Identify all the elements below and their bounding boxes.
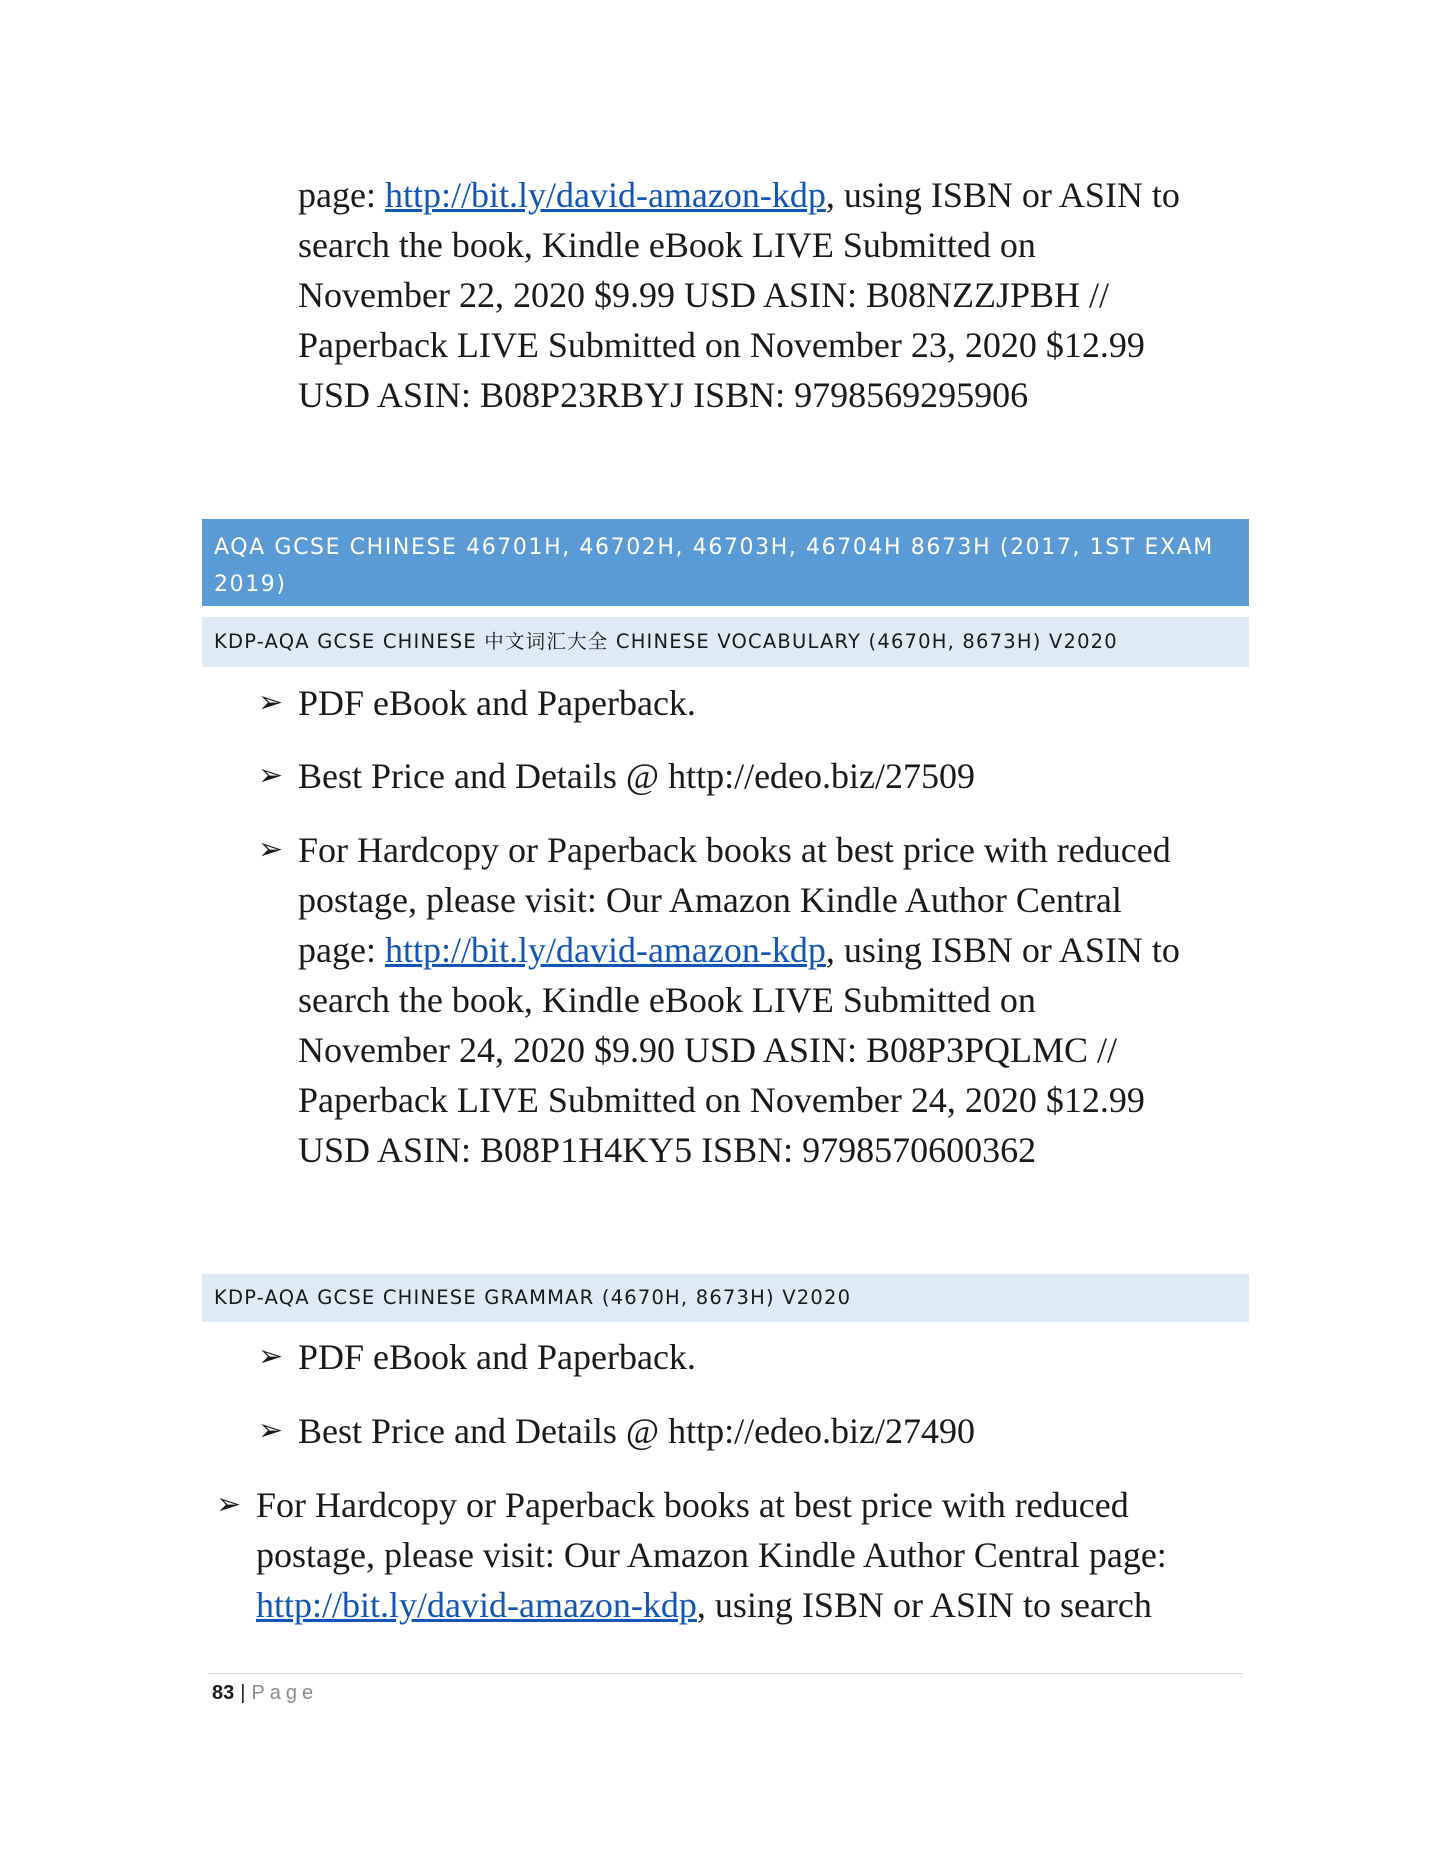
page-label: Page [251,1682,319,1704]
vocab-hardcopy-line-6: Paperback LIVE Submitted on November 24, 2020 $12.99 [298,1080,1145,1120]
arrow-bullet-icon: ➢ [258,1339,284,1374]
grammar-hardcopy-line-1: For Hardcopy or Paperback books at best price with reduced [256,1485,1129,1525]
grammar-bullet-pdf [258,1332,696,1382]
grammar-bullet-hardcopy [216,1480,1167,1630]
page-footer [212,1678,318,1708]
heading-aqa-gcse-chinese [202,519,1249,606]
top-paragraph-line-4: Paperback LIVE Submitted on November 23, 2020 $12.99 [298,325,1145,365]
vocab-bullet-price-text: Best Price and Details @ http://edeo.biz/27509 [298,756,976,796]
heading1-line-2: 2019) [214,572,287,597]
top-paragraph [298,170,1180,420]
author-central-link[interactable]: http://bit.ly/david-amazon-kdp [384,175,826,215]
grammar-bullet-pdf-text: PDF eBook and Paperback. [298,1337,696,1377]
arrow-bullet-icon: ➢ [258,832,284,867]
arrow-bullet-icon: ➢ [216,1487,242,1522]
vocab-hardcopy-line-2: postage, please visit: Our Amazon Kindle Author Central [298,880,1122,920]
author-central-link[interactable]: http://bit.ly/david-amazon-kdp [384,930,826,970]
vocab-bullet-price [258,751,976,801]
vocab-hardcopy-line-4: search the book, Kindle eBook LIVE Submitted on [298,980,1036,1020]
vocab-bullet-pdf [258,678,696,728]
grammar-bullet-price [258,1406,976,1456]
footer-separator: | [240,1682,246,1704]
grammar-hardcopy-line-2: postage, please visit: Our Amazon Kindle Author Central page: [256,1535,1167,1575]
heading-vocabulary: KDP-AQA GCSE CHINESE 中文词汇大全 CHINESE VOCABULARY (4670H, 8673H) V2020 [202,617,1249,667]
top-paragraph-line-5: USD ASIN: B08P23RBYJ ISBN: 9798569295906 [298,375,1029,415]
arrow-bullet-icon: ➢ [258,758,284,793]
vocab-bullet-hardcopy [258,825,1180,1175]
heading1-line-1: AQA GCSE CHINESE 46701H, 46702H, 46703H, 46704H 8673H (2017, 1ST EXAM [214,535,1214,560]
vocab-hardcopy-line-3: page: http://bit.ly/david-amazon-kdp, using ISBN or ASIN to [298,930,1180,970]
vocab-bullet-pdf-text: PDF eBook and Paperback. [298,683,696,723]
top-paragraph-line-1: page: http://bit.ly/david-amazon-kdp, using ISBN or ASIN to [298,175,1180,215]
top-paragraph-line-3: November 22, 2020 $9.99 USD ASIN: B08NZZJPBH // [298,275,1110,315]
page-number: 83 [212,1682,235,1704]
vocab-hardcopy-line-1: For Hardcopy or Paperback books at best price with reduced [298,830,1171,870]
vocab-hardcopy-line-7: USD ASIN: B08P1H4KY5 ISBN: 9798570600362 [298,1130,1037,1170]
grammar-hardcopy-line-3: http://bit.ly/david-amazon-kdp, using ISBN or ASIN to search [256,1585,1152,1625]
arrow-bullet-icon: ➢ [258,685,284,720]
grammar-bullet-price-text: Best Price and Details @ http://edeo.biz/27490 [298,1411,976,1451]
footer-divider [208,1673,1243,1674]
vocab-hardcopy-line-5: November 24, 2020 $9.90 USD ASIN: B08P3PQLMC // [298,1030,1118,1070]
author-central-link[interactable]: http://bit.ly/david-amazon-kdp [256,1585,697,1625]
top-paragraph-line-2: search the book, Kindle eBook LIVE Submitted on [298,225,1036,265]
heading-grammar: KDP-AQA GCSE CHINESE GRAMMAR (4670H, 8673H) V2020 [202,1274,1249,1322]
arrow-bullet-icon: ➢ [258,1413,284,1448]
